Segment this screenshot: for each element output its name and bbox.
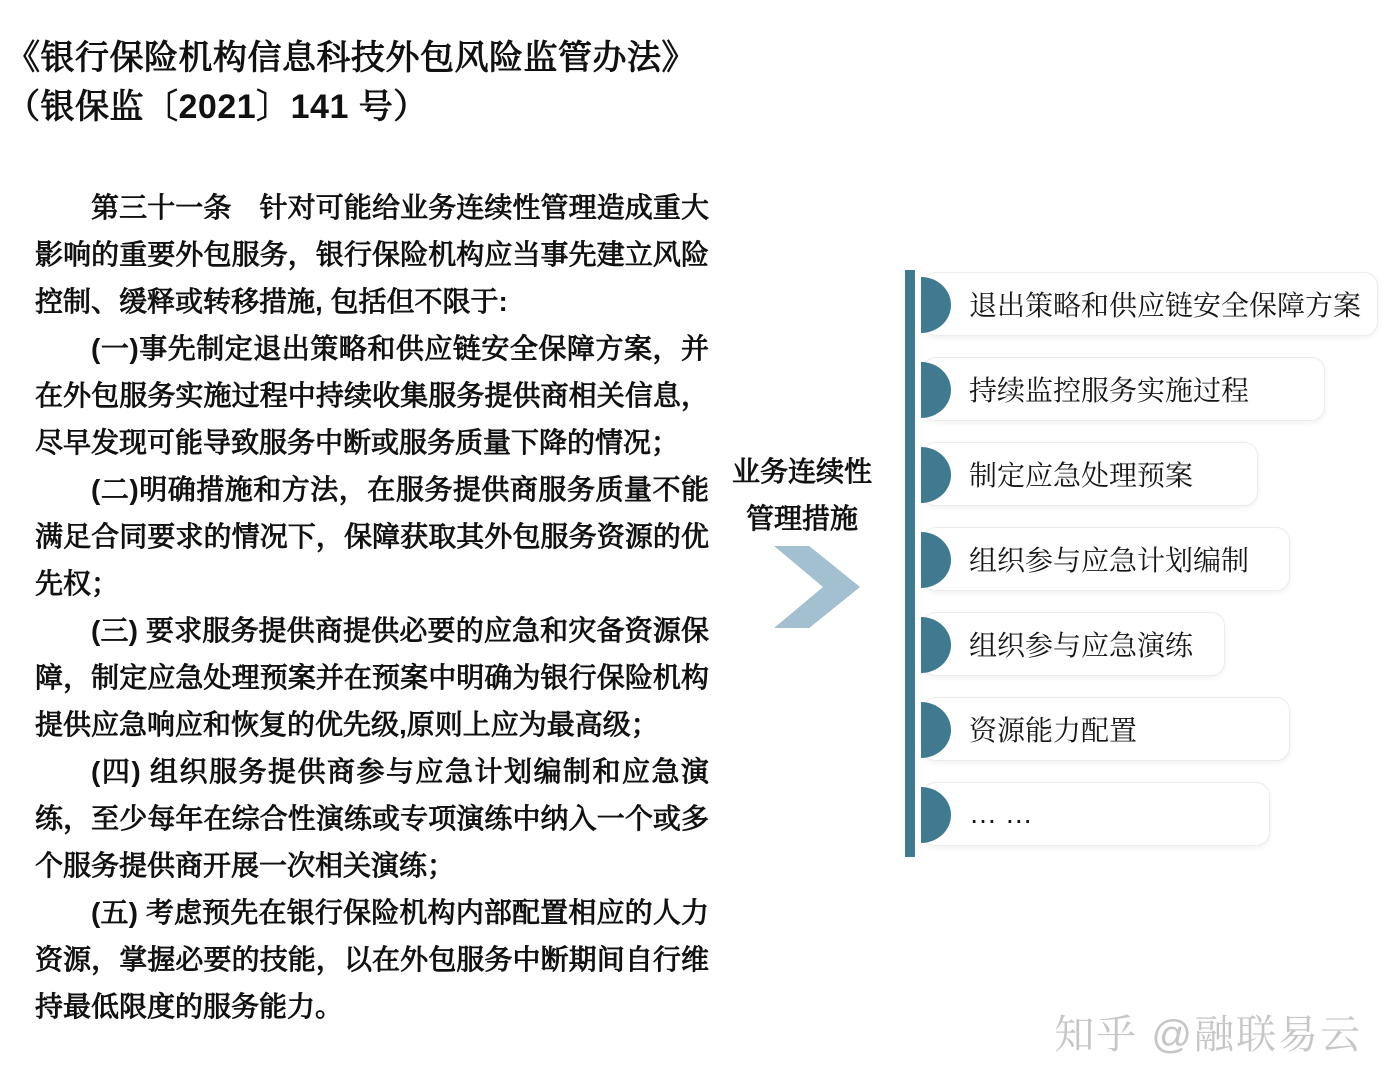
measure-card-label: … … (969, 798, 1033, 829)
vertical-bar (905, 270, 915, 857)
zhihu-watermark: 知乎 @融联易云 (1054, 1013, 1362, 1057)
measure-card-label: 资源能力配置 (969, 715, 1138, 746)
article-paragraph-intro: 第三十一条 针对可能给业务连续性管理造成重大影响的重要外包服务，银行保险机构应当事先建立风险控制、缓释或转移措施, 包括但不限于: (35, 192, 709, 317)
measure-card (922, 272, 1378, 336)
bullet-semicircle-icon (921, 702, 951, 758)
bullet-semicircle-icon (921, 447, 951, 503)
label-line-2: 管理措施 (745, 503, 858, 534)
page-title (6, 34, 736, 132)
measure-card-label: 制定应急处理预案 (969, 460, 1194, 491)
bullet-semicircle-icon (921, 277, 951, 333)
article-text (35, 184, 709, 1030)
bullet-semicircle-icon (921, 617, 951, 673)
measure-card-label: 退出策略和供应链安全保障方案 (969, 290, 1362, 321)
measure-card-label: 持续监控服务实施过程 (969, 375, 1250, 406)
measure-card (922, 782, 1270, 846)
bullet-semicircle-icon (921, 532, 951, 588)
bullet-semicircle-icon (921, 362, 951, 418)
measure-card (922, 612, 1225, 676)
measure-card-label: 组织参与应急计划编制 (969, 545, 1250, 576)
article-paragraph-item-3: (三) 要求服务提供商提供必要的应急和灾备资源保障，制定应急处理预案并在预案中明确为银行保险机构提供应急响应和恢复的优先级,原则上应为最高级； (35, 615, 709, 740)
measure-card (922, 357, 1325, 421)
chevron-right-icon (774, 546, 860, 628)
measure-card (922, 442, 1258, 506)
measure-card (922, 527, 1290, 591)
measure-card-label: 组织参与应急演练 (969, 630, 1194, 661)
label-line-1: 业务连续性 (731, 456, 872, 487)
title-line-1: 《银行保险机构信息科技外包风险监管办法》 (6, 39, 696, 77)
measure-card (922, 697, 1290, 761)
title-line-2: （银保监〔2021〕141 号） (6, 88, 428, 126)
bullet-semicircle-icon (921, 787, 951, 843)
article-paragraph-item-2: (二)明确措施和方法，在服务提供商服务质量不能满足合同要求的情况下，保障获取其外包服务资源的优先权； (35, 474, 709, 599)
article-paragraph-item-4: (四) 组织服务提供商参与应急计划编制和应急演练，至少每年在综合性演练或专项演练中纳入一个或多个服务提供商开展一次相关演练； (35, 756, 709, 881)
article-paragraph-item-1: (一)事先制定退出策略和供应链安全保障方案，并在外包服务实施过程中持续收集服务提供商相关信息，尽早发现可能导致服务中断或服务质量下降的情况； (35, 333, 709, 458)
article-paragraph-item-5: (五) 考虑预先在银行保险机构内部配置相应的人力资源，掌握必要的技能，以在外包服务中断期间自行维持最低限度的服务能力。 (35, 897, 709, 1022)
business-continuity-label (726, 448, 878, 542)
